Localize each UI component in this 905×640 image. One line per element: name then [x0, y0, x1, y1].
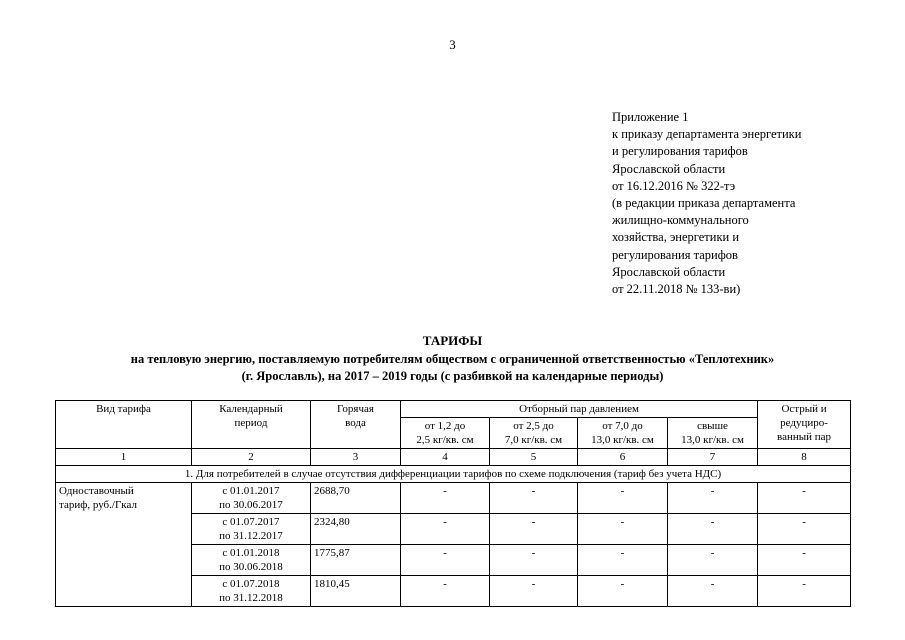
value-cell: - — [490, 514, 578, 545]
hot-water-value: 2688,70 — [311, 483, 401, 514]
value-cell: - — [401, 514, 490, 545]
value-cell: - — [578, 514, 668, 545]
appendix-line: Ярославской области — [612, 161, 726, 176]
appendix-line: Приложение 1 — [612, 110, 689, 124]
appendix-line: (в редакции приказа департамента — [612, 196, 796, 211]
tariffs-table — [55, 400, 851, 607]
value-cell: - — [401, 545, 490, 576]
header-tariff-type: Вид тарифа — [56, 401, 192, 449]
period-cell: с 01.07.2018 по 31.12.2018 — [192, 576, 311, 607]
column-number: 8 — [758, 449, 851, 466]
value-cell: - — [758, 576, 851, 607]
column-number: 7 — [668, 449, 758, 466]
column-number: 6 — [578, 449, 668, 466]
subtitle-line-2: (г. Ярославль), на 2017 – 2019 годы (с разбивкой на календарные периоды) — [241, 368, 664, 383]
column-number: 3 — [311, 449, 401, 466]
period-cell: с 01.01.2017 по 30.06.2017 — [192, 483, 311, 514]
document-subtitle — [0, 351, 905, 384]
value-cell: - — [668, 576, 758, 607]
header-steam-3: от 7,0 до 13,0 кг/кв. см — [578, 418, 668, 449]
value-cell: - — [578, 576, 668, 607]
document-title: ТАРИФЫ — [422, 333, 483, 348]
period-cell: с 01.01.2018 по 30.06.2018 — [192, 545, 311, 576]
value-cell: - — [401, 483, 490, 514]
value-cell: - — [490, 483, 578, 514]
header-steam-2: от 2,5 до 7,0 кг/кв. см — [490, 418, 578, 449]
value-cell: - — [490, 576, 578, 607]
hot-water-value: 2324,80 — [311, 514, 401, 545]
value-cell: - — [578, 483, 668, 514]
section-title: 1. Для потребителей в случае отсутствия дифференциации тарифов по схеме подключения (тариф без учета НДС) — [56, 466, 851, 483]
value-cell: - — [668, 545, 758, 576]
appendix-line: от 16.12.2016 № 322-тэ — [612, 178, 736, 193]
column-number: 1 — [56, 449, 192, 466]
column-number: 4 — [401, 449, 490, 466]
column-number: 5 — [490, 449, 578, 466]
value-cell: - — [758, 545, 851, 576]
header-steam-group: Отборный пар давлением — [401, 401, 758, 418]
appendix-line: от 22.11.2018 № 133-ви) — [612, 282, 741, 297]
table-row — [56, 483, 851, 514]
value-cell: - — [668, 483, 758, 514]
value-cell: - — [578, 545, 668, 576]
appendix-line: регулирования тарифов — [612, 247, 738, 262]
header-steam-1: от 1,2 до 2,5 кг/кв. см — [401, 418, 490, 449]
header-sharp-steam: Острый и редуциро- ванный пар — [758, 401, 851, 449]
appendix-line: Ярославской области — [612, 264, 726, 279]
hot-water-value: 1810,45 — [311, 576, 401, 607]
tariff-label: Одноставочный тариф, руб./Гкал — [56, 483, 192, 607]
page-number: 3 — [449, 37, 456, 52]
value-cell: - — [758, 514, 851, 545]
appendix-line: жилищно-коммунального — [612, 213, 749, 228]
appendix-block — [612, 109, 801, 298]
subtitle-line-1: на тепловую энергию, поставляемую потребителям обществом с ограниченной ответственностью «Теплотехник» — [130, 352, 775, 366]
header-period: Календарный период — [192, 401, 311, 449]
hot-water-value: 1775,87 — [311, 545, 401, 576]
period-cell: с 01.07.2017 по 31.12.2017 — [192, 514, 311, 545]
header-hot-water: Горячая вода — [311, 401, 401, 449]
appendix-line: хозяйства, энергетики и — [612, 230, 740, 245]
header-steam-4: свыше 13,0 кг/кв. см — [668, 418, 758, 449]
column-number-row — [56, 449, 851, 466]
value-cell: - — [490, 545, 578, 576]
value-cell: - — [668, 514, 758, 545]
appendix-line: и регулирования тарифов — [612, 144, 748, 159]
value-cell: - — [401, 576, 490, 607]
value-cell: - — [758, 483, 851, 514]
appendix-line: к приказу департамента энергетики — [612, 127, 802, 142]
column-number: 2 — [192, 449, 311, 466]
